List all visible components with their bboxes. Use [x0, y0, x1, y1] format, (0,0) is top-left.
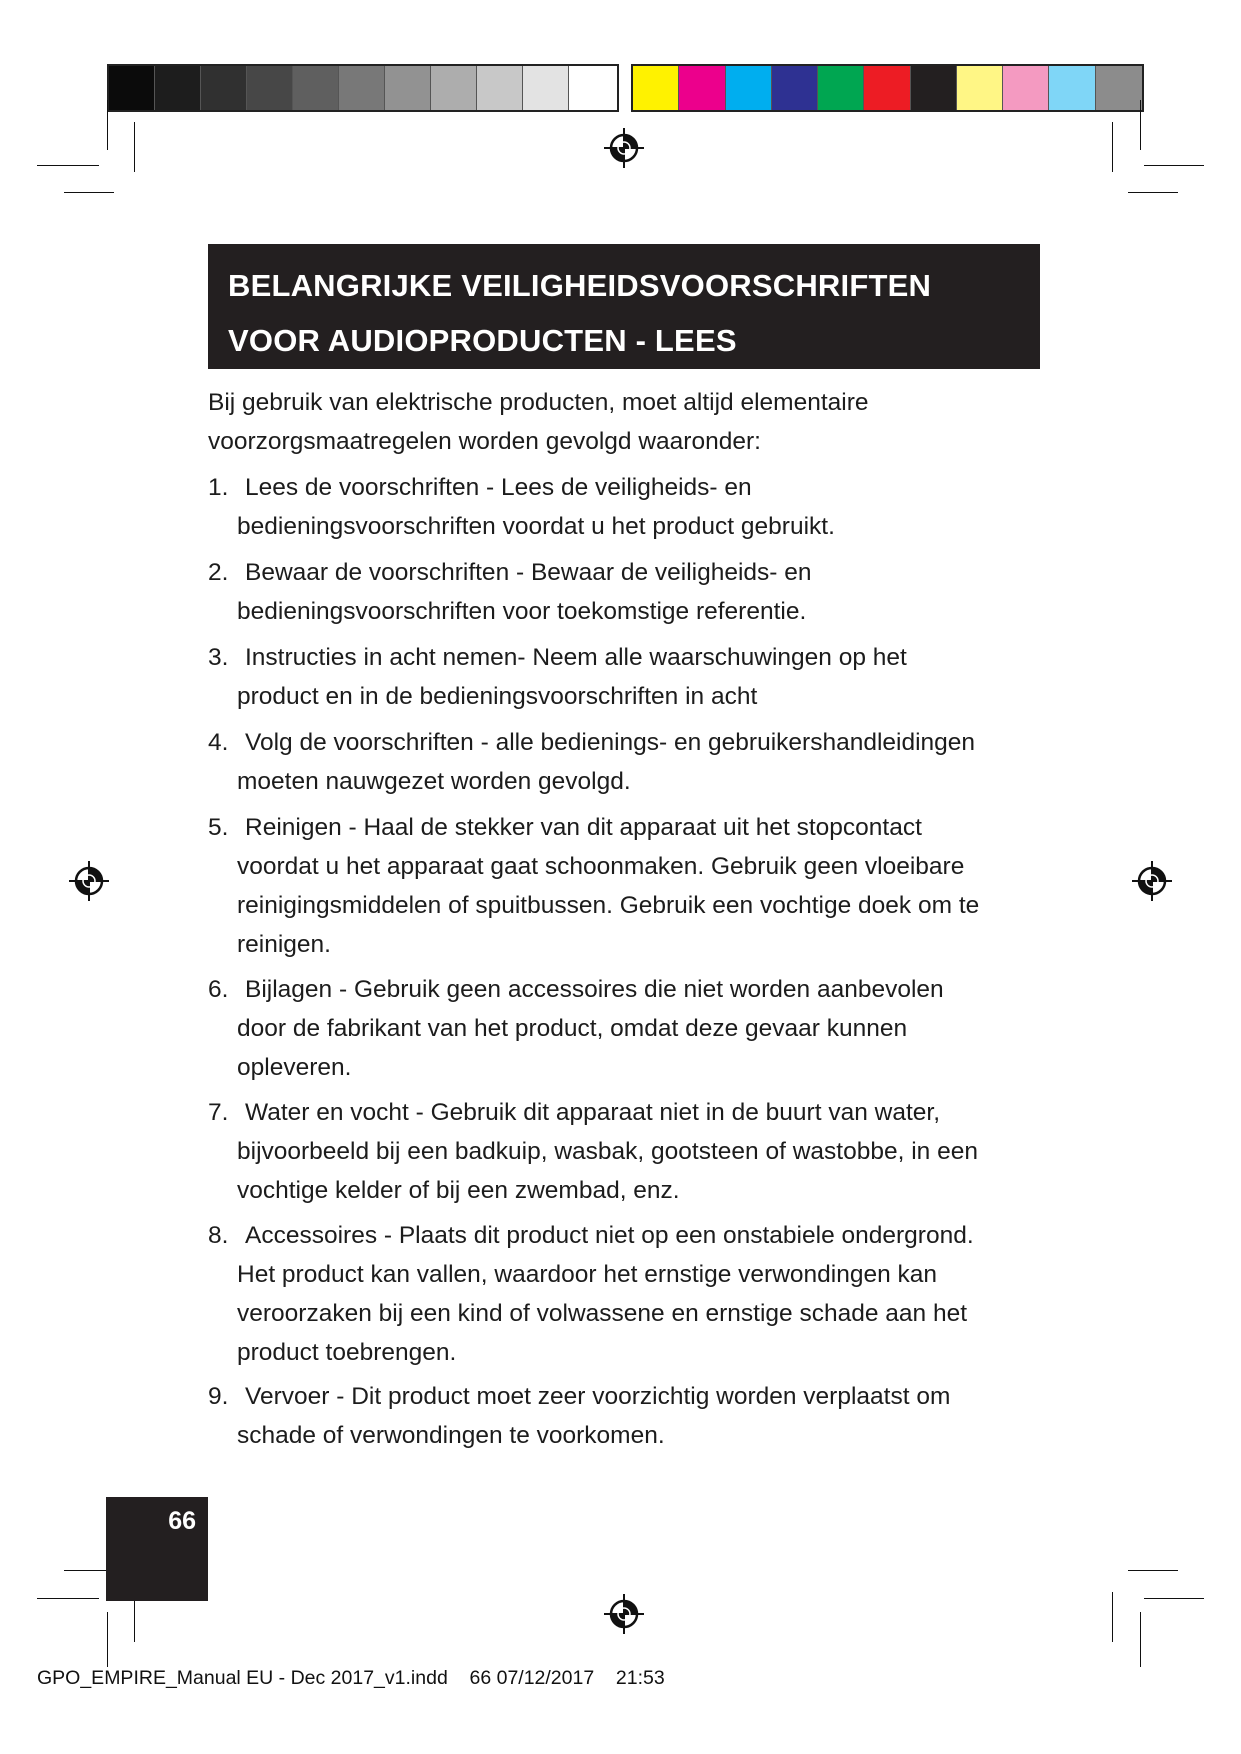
list-item-line: Bijlagen - Gebruik geen accessoires die niet worden aanbevolen [245, 976, 944, 1003]
list-item-line: schade of verwondingen te voorkomen. [237, 1422, 665, 1449]
registration-target-top-icon [604, 128, 644, 168]
crop-mark-top-left-h2 [64, 192, 114, 193]
list-item-number: 8. [208, 1222, 229, 1249]
list-item-number: 1. [208, 474, 229, 501]
registration-target-right-icon [1132, 861, 1172, 901]
gray-swatch-11 [569, 66, 615, 110]
list-item-number: 3. [208, 644, 229, 671]
list-item-line: bedieningsvoorschriften voor toekomstige referentie. [237, 598, 807, 625]
list-item-line: product toebrengen. [237, 1339, 457, 1366]
registration-target-left-icon [69, 861, 109, 901]
crop-mark-top-left-h1 [37, 165, 99, 166]
list-item-line: vochtige kelder of bij een zwembad, enz. [237, 1177, 680, 1204]
header-title-line-2: VOOR AUDIOPRODUCTEN - LEES [228, 323, 737, 358]
intro-line-2: voorzorgsmaatregelen worden gevolgd waaronder: [208, 428, 761, 455]
list-item-line: Het product kan vallen, waardoor het ernstige verwondingen kan [237, 1261, 938, 1288]
color-swatch-8 [957, 66, 1003, 110]
list-item-line: moeten nauwgezet worden gevolgd. [237, 768, 631, 795]
crop-mark-bottom-right-h1 [1128, 1570, 1178, 1571]
crop-mark-top-right-h1 [1144, 165, 1204, 166]
gray-swatch-8 [431, 66, 477, 110]
crop-mark-top-right-v1 [1140, 100, 1141, 150]
intro-paragraph [208, 383, 1048, 461]
list-item-2 [208, 553, 1048, 631]
list-item-line: opleveren. [237, 1054, 352, 1081]
color-swatch-11 [1096, 66, 1142, 110]
page-number: 66 [168, 1507, 196, 1535]
list-item-line: Vervoer - Dit product moet zeer voorzichtig worden verplaatst om [245, 1383, 951, 1410]
crop-mark-bottom-right-v1 [1112, 1592, 1113, 1642]
color-swatch-6 [864, 66, 910, 110]
gray-swatch-1 [109, 66, 155, 110]
intro-line-1: Bij gebruik van elektrische producten, moet altijd elementaire [208, 389, 869, 416]
gray-swatch-5 [293, 66, 339, 110]
slug-page: 66 [469, 1667, 492, 1689]
registration-target-bottom-icon [604, 1594, 644, 1634]
list-item-number: 4. [208, 729, 229, 756]
list-item-9 [208, 1377, 1048, 1455]
list-item-6 [208, 970, 1048, 1087]
list-item-line: Accessoires - Plaats dit product niet op een onstabiele ondergrond. [245, 1222, 974, 1249]
list-item-number: 7. [208, 1099, 229, 1126]
slug-time: 21:53 [615, 1667, 665, 1689]
list-item-number: 2. [208, 559, 229, 586]
color-swatch-9 [1003, 66, 1049, 110]
list-item-line: Bewaar de voorschriften - Bewaar de veiligheids- en [245, 559, 812, 586]
list-item-line: bedieningsvoorschriften voordat u het product gebruikt. [237, 513, 835, 540]
color-swatch-3 [726, 66, 772, 110]
list-item-line: Water en vocht - Gebruik dit apparaat niet in de buurt van water, [245, 1099, 940, 1126]
crop-mark-top-left-v2 [134, 122, 135, 172]
gray-swatch-2 [155, 66, 201, 110]
list-item-number: 9. [208, 1383, 229, 1410]
list-item-4 [208, 723, 1048, 801]
crop-mark-top-right-h2 [1128, 192, 1178, 193]
color-swatch-1 [633, 66, 679, 110]
color-swatch-5 [818, 66, 864, 110]
header-title-line-1: BELANGRIJKE VEILIGHEIDSVOORSCHRIFTEN [228, 268, 932, 303]
gray-swatch-10 [523, 66, 569, 110]
process-color-bar [631, 64, 1144, 112]
crop-mark-bottom-right-v2 [1140, 1612, 1141, 1667]
list-item-1 [208, 468, 1048, 546]
list-item-line: Volg de voorschriften - alle bedienings- en gebruikershandleidingen [245, 729, 976, 756]
slug-date: 07/12/2017 [496, 1667, 595, 1689]
list-item-line: voordat u het apparaat gaat schoonmaken. Gebruik geen vloeibare [237, 853, 965, 880]
list-item-line: veroorzaken bij een kind of volwassene en ernstige schade aan het [237, 1300, 968, 1327]
list-item-line: reinigingsmiddelen of spuitbussen. Gebruik een vochtige doek om te [237, 892, 980, 919]
list-item-line: Instructies in acht nemen- Neem alle waarschuwingen op het [245, 644, 907, 671]
color-swatch-10 [1049, 66, 1095, 110]
list-item-line: door de fabrikant van het product, omdat deze gevaar kunnen [237, 1015, 908, 1042]
list-item-number: 6. [208, 976, 229, 1003]
list-item-3 [208, 638, 1048, 716]
grayscale-color-bar [107, 64, 619, 112]
list-item-line: bijvoorbeeld bij een badkuip, wasbak, gootsteen of wastobbe, in een [237, 1138, 978, 1165]
color-swatch-7 [911, 66, 957, 110]
crop-mark-top-left-v1 [107, 100, 108, 150]
crop-mark-bottom-left-h2 [37, 1598, 99, 1599]
list-item-line: reinigen. [237, 931, 331, 958]
list-item-8 [208, 1216, 1048, 1372]
gray-swatch-6 [339, 66, 385, 110]
section-header [208, 244, 1040, 369]
gray-swatch-4 [247, 66, 293, 110]
slug-filename: GPO_EMPIRE_Manual EU - Dec 2017_v1.indd [37, 1667, 448, 1689]
gray-swatch-3 [201, 66, 247, 110]
color-swatch-4 [772, 66, 818, 110]
gray-swatch-9 [477, 66, 523, 110]
crop-mark-bottom-right-h2 [1144, 1598, 1204, 1599]
list-item-line: Lees de voorschriften - Lees de veiligheids- en [245, 474, 752, 501]
list-item-line: Reinigen - Haal de stekker van dit apparaat uit het stopcontact [245, 814, 922, 841]
gray-swatch-7 [385, 66, 431, 110]
crop-mark-top-right-v2 [1112, 122, 1113, 172]
page-number-block [106, 1497, 208, 1601]
list-item-line: product en in de bedieningsvoorschriften in acht [237, 683, 758, 710]
color-swatch-2 [679, 66, 725, 110]
print-slug [37, 1667, 665, 1690]
list-item-7 [208, 1093, 1048, 1210]
list-item-number: 5. [208, 814, 229, 841]
crop-mark-bottom-left-v2 [107, 1612, 108, 1667]
list-item-5 [208, 808, 1048, 964]
